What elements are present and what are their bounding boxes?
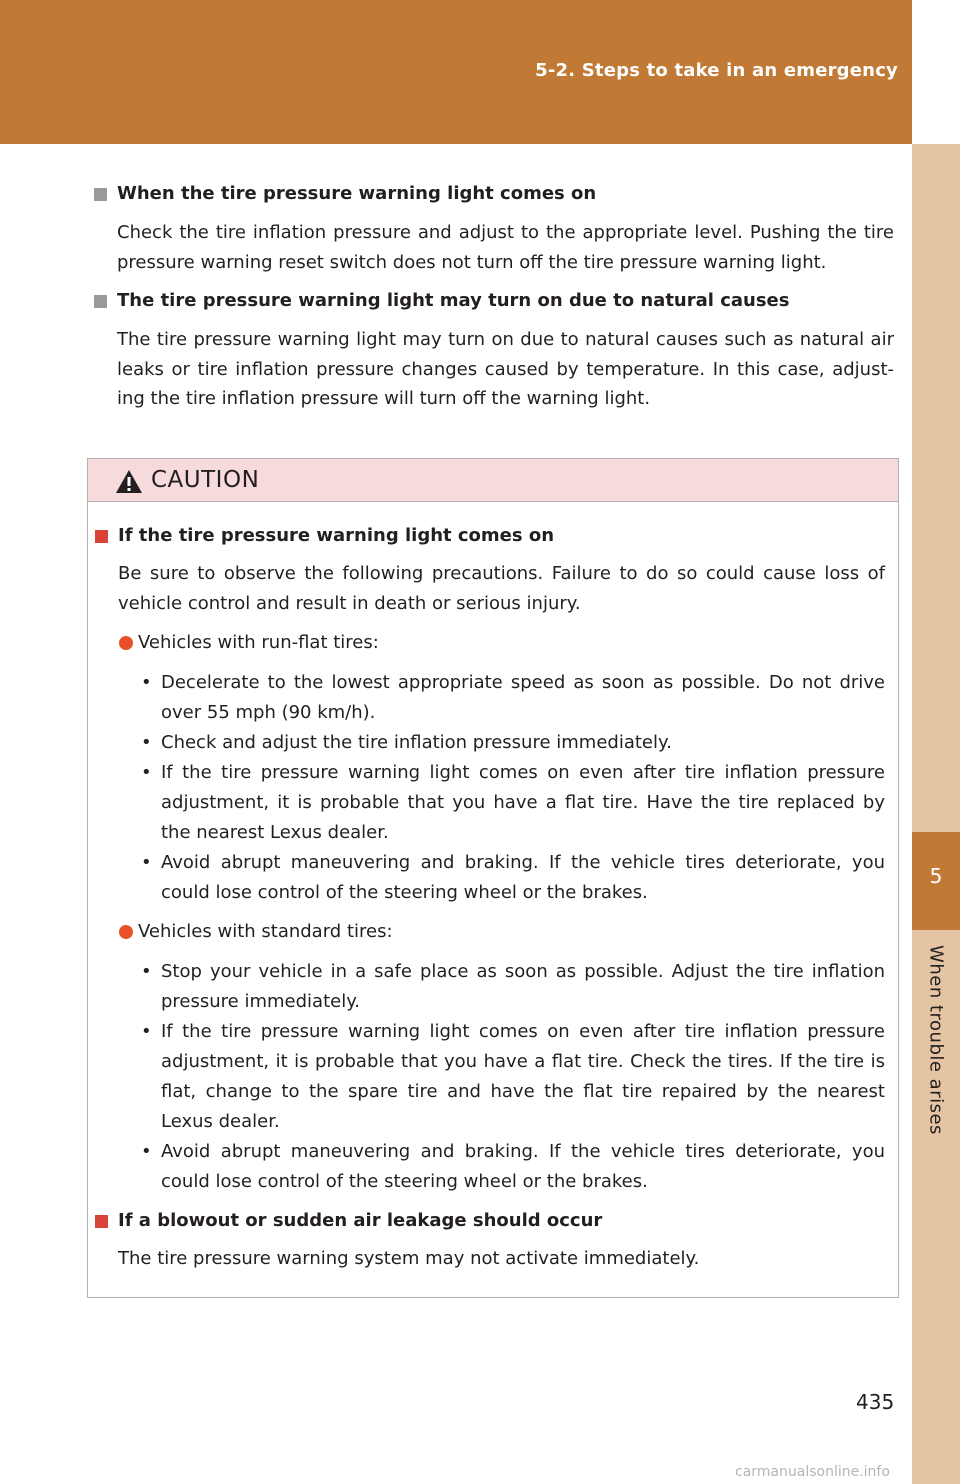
list-item: • If the tire pressure warning light comes on even after tire inflation pressure adjustment, it is probable that you have a flat tire. Check the tires. If the tire is flat, change to the spare tire and have the flat tire repaired by the nearest Lexus dealer. (133, 1017, 885, 1137)
caution-item-warning-light (95, 525, 885, 1197)
section-title-text: When the tire pressure warning light comes on (117, 183, 597, 204)
list-item: • Stop your vehicle in a safe place as soon as possible. Adjust the tire inflation pressure immediately. (133, 957, 885, 1017)
caution-header (88, 459, 898, 502)
section-warning-light-on (94, 183, 894, 277)
side-tab-number: 5 (929, 864, 943, 888)
list-item: • Avoid abrupt maneuvering and braking. If the vehicle tires deteriorate, you could lose control of the steering wheel or the brakes. (133, 848, 885, 908)
caution-box (87, 458, 899, 1298)
page-number: 435 (856, 1390, 895, 1414)
standard-tires-group (119, 921, 885, 1197)
square-bullet-icon (95, 530, 108, 543)
list-item: • Avoid abrupt maneuvering and braking. If the vehicle tires deteriorate, you could lose control of the steering wheel or the brakes. (133, 1137, 885, 1197)
watermark: carmanualsonline.info (735, 1464, 890, 1480)
caution-item-title-text: If the tire pressure warning light comes on (118, 525, 555, 546)
list-item: • If the tire pressure warning light comes on even after tire inflation pressure adjustment, it is probable that you have a flat tire. Have the tire replaced by the nearest Lexus dealer. (133, 758, 885, 848)
group-heading (119, 632, 885, 654)
caution-item-body: Be sure to observe the following precautions. Failure to do so could cause loss of vehicle control and result in death or serious injury. (118, 563, 885, 614)
bullet-list (133, 668, 885, 908)
dot-bullet-icon (119, 925, 133, 939)
bullet-list (133, 957, 885, 1197)
header-title: 5-2. Steps to take in an emergency (535, 60, 898, 81)
section-title (94, 183, 894, 205)
section-title-text: The tire pressure warning light may turn on due to natural causes (117, 290, 790, 311)
group-heading-text: Vehicles with run-flat tires: (138, 632, 379, 653)
section-title (94, 290, 894, 312)
caution-item-body: The tire pressure warning system may not activate immediately. (118, 1248, 700, 1269)
square-bullet-icon (95, 1215, 108, 1228)
caution-item-title (95, 525, 885, 547)
list-item: • Check and adjust the tire inflation pressure immediately. (133, 728, 885, 758)
warning-triangle-icon (116, 470, 142, 493)
square-bullet-icon (94, 295, 107, 308)
caution-item-title (95, 1210, 885, 1232)
square-bullet-icon (94, 188, 107, 201)
page-header (0, 0, 912, 144)
caution-item-blowout (95, 1210, 885, 1274)
side-tab-label: When trouble arises (925, 945, 947, 1135)
run-flat-group (119, 632, 885, 908)
section-body: Check the tire inflation pressure and adjust to the appropriate level. Pushing the tire pressure warning reset switch does not turn off the tire pressure warning light. (117, 222, 894, 273)
caution-item-title-text: If a blowout or sudden air leakage should occur (118, 1210, 603, 1231)
group-heading (119, 921, 885, 943)
group-heading-text: Vehicles with standard tires: (138, 921, 393, 942)
section-body: The tire pressure warning light may turn on due to natural causes such as natural air leaks or tire inflation pressure changes caused by temperature. In this case, adjust-ing the tire inflation pressure will turn off the warning light. (117, 329, 894, 409)
caution-label: CAUTION (151, 467, 260, 493)
dot-bullet-icon (119, 636, 133, 650)
list-item: • Decelerate to the lowest appropriate speed as soon as possible. Do not drive over 55 mph (90 km/h). (133, 668, 885, 728)
section-natural-causes (94, 290, 894, 414)
side-tab-bar (912, 144, 960, 1484)
